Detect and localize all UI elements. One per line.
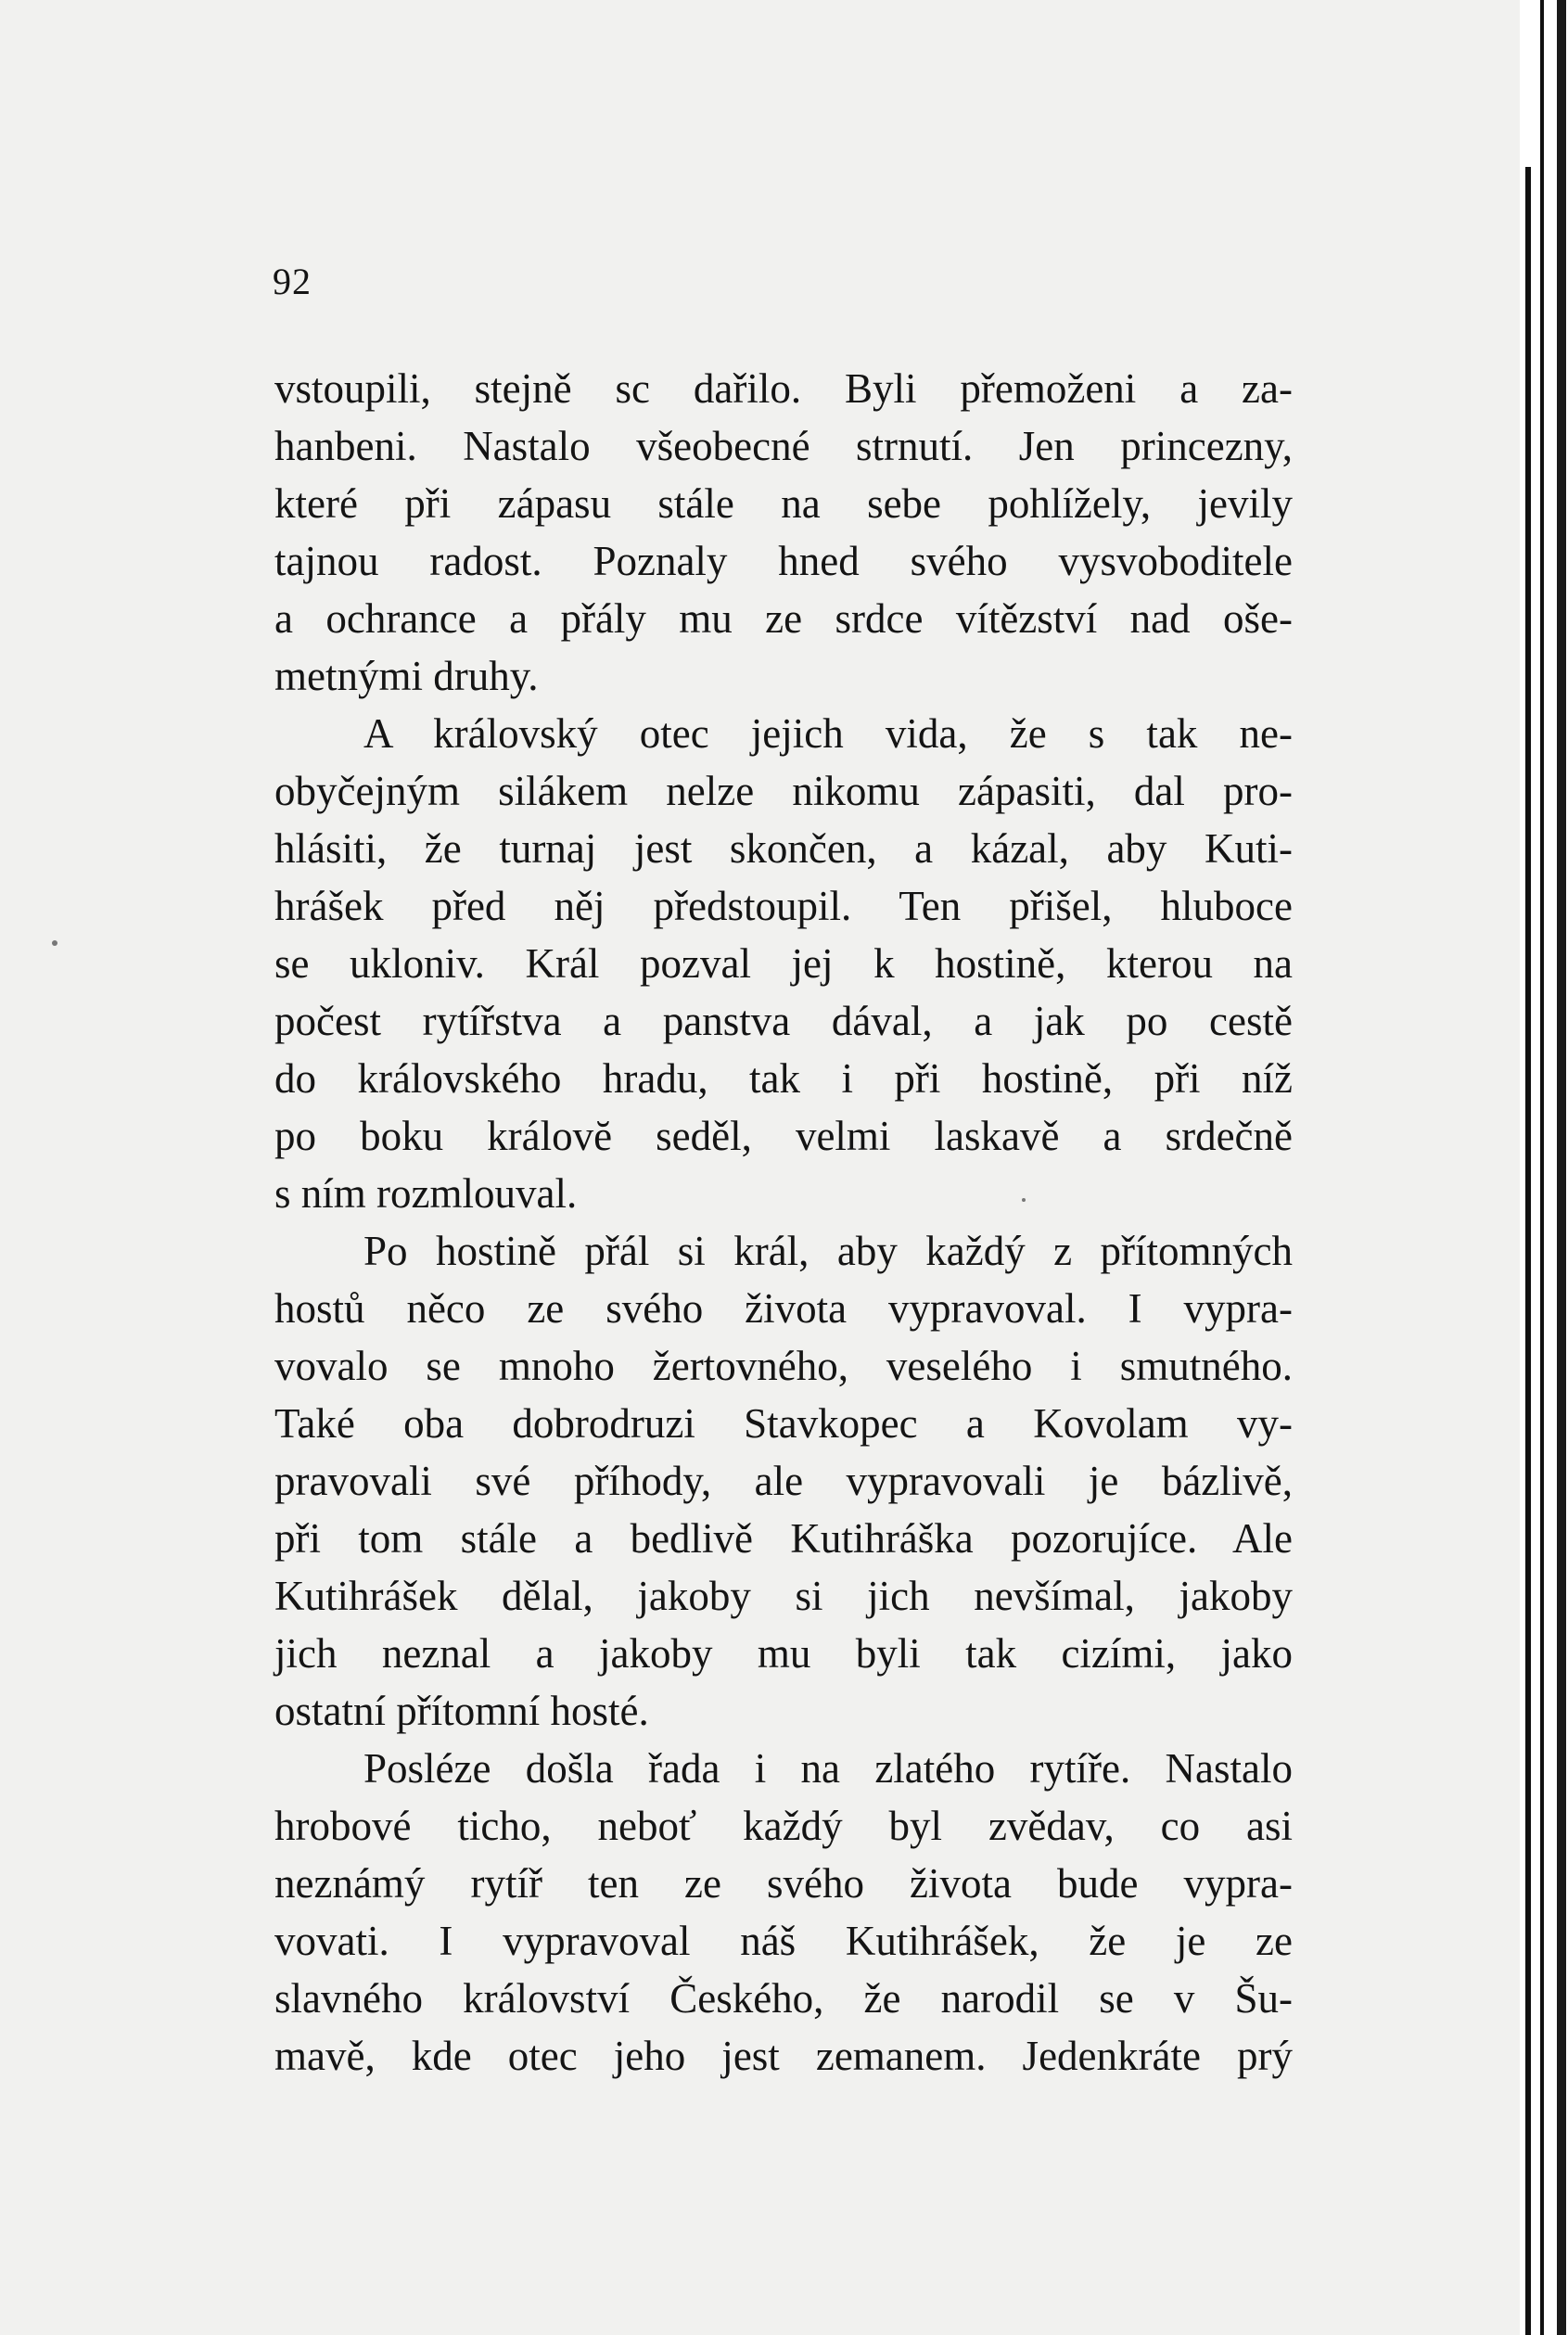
text-line: hanbeni. Nastalo všeobecné strnutí. Jen princezny,: [274, 423, 1293, 469]
text-line: při tom stále a bedlivě Kutihráška pozorujíce. Ale: [274, 1515, 1293, 1562]
text-line: vovati. I vypravoval náš Kutihrášek, že je ze: [274, 1918, 1293, 1964]
text-line: které při zápasu stále na sebe pohlížely, jevily: [274, 480, 1293, 527]
text-line: obyčejným silákem nelze nikomu zápasiti, dal pro-: [274, 768, 1293, 814]
text-line: metnými druhy.: [274, 653, 539, 699]
text-line: a ochrance a přály mu ze srdce vítězství nad oše-: [274, 595, 1293, 642]
text-line: počest rytířstva a panstva dával, a jak po cestě: [274, 998, 1293, 1044]
page-number: 92: [273, 261, 312, 302]
binding-line: [1525, 167, 1531, 2335]
text-line: vstoupili, stejně sc dařilo. Byli přemoženi a za-: [274, 365, 1293, 412]
text-line: s ním rozmlouval.: [274, 1170, 578, 1217]
body-text: [274, 360, 1293, 2085]
text-line: A královský otec jejich vida, že s tak ne-: [363, 710, 1293, 757]
text-line: jich neznal a jakoby mu byli tak cizími, jako: [274, 1630, 1293, 1677]
text-line: hostů něco ze svého života vypravoval. I vypra-: [274, 1285, 1293, 1332]
text-line: hrobové ticho, neboť každý byl zvědav, co asi: [274, 1803, 1293, 1849]
binding-line: [1540, 0, 1544, 2335]
text-line: Po hostině přál si král, aby každý z přítomných: [363, 1228, 1293, 1274]
text-line: mavě, kde otec jeho jest zemanem. Jedenkráte prý: [274, 2033, 1293, 2079]
text-line: se ukloniv. Král pozval jej k hostině, kterou na: [274, 940, 1293, 987]
binding-line: [1557, 0, 1566, 2335]
text-line: hrášek před něj předstoupil. Ten přišel, hluboce: [274, 883, 1293, 929]
text-line: tajnou radost. Poznaly hned svého vysvoboditele: [274, 538, 1293, 584]
text-line: vovalo se mnoho žertovného, veselého i smutného.: [274, 1343, 1293, 1389]
text-line: do královského hradu, tak i při hostině, při níž: [274, 1055, 1293, 1102]
text-line: Také oba dobrodruzi Stavkopec a Kovolam vy-: [274, 1400, 1293, 1447]
text-line: Kutihrášek dělal, jakoby si jich nevšímal, jakoby: [274, 1573, 1293, 1619]
text-line: slavného království Českého, že narodil se v Šu-: [274, 1975, 1293, 2022]
paper-speck: [1022, 1198, 1026, 1202]
text-line: po boku královĕ seděl, velmi laskavě a srdečně: [274, 1113, 1293, 1159]
text-line: hlásiti, že turnaj jest skončen, a kázal, aby Kuti-: [274, 825, 1293, 872]
text-line: Posléze došla řada i na zlatého rytíře. Nastalo: [363, 1745, 1293, 1792]
paper-speck: [52, 940, 57, 946]
text-line: pravovali své příhody, ale vypravovali je bázlivě,: [274, 1458, 1293, 1504]
text-line: ostatní přítomní hosté.: [274, 1688, 649, 1734]
binding-edge: [1520, 0, 1568, 2335]
text-line: neznámý rytíř ten ze svého života bude vypra-: [274, 1860, 1293, 1907]
